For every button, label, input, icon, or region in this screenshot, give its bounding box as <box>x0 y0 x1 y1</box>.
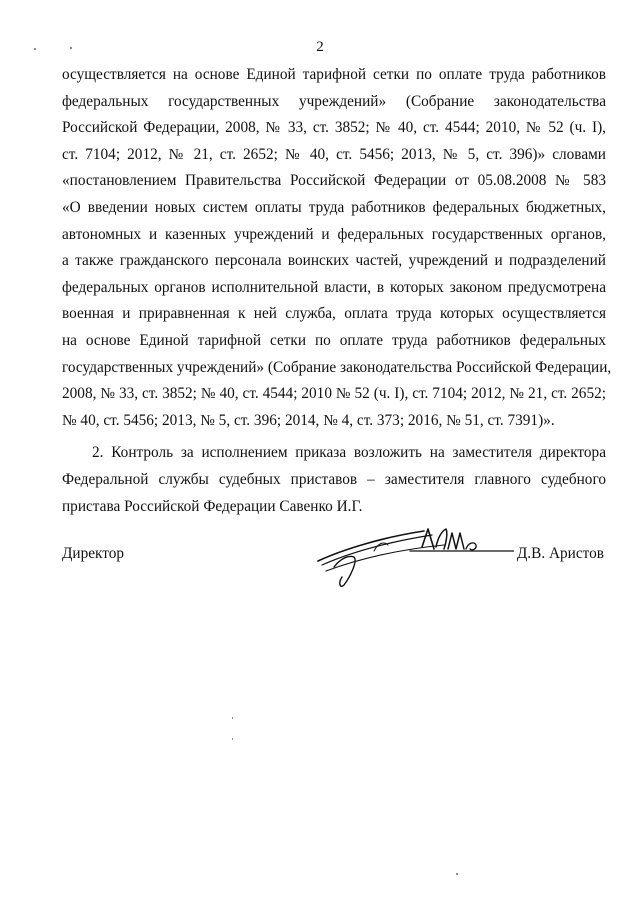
scan-speck <box>70 47 72 49</box>
text-line: «постановлением Правительства Российской Федерации от 05.08.2008 № 583 <box>62 172 606 190</box>
scan-speck <box>34 48 36 50</box>
scan-speck <box>232 717 233 719</box>
text-line: Российской Федерации, 2008, № 33, ст. 3852; № 40, ст. 4544; 2010, № 52 (ч. I), <box>62 119 606 137</box>
text-line: автономных и казенных учреждений и федеральных государственных органов, <box>62 225 606 243</box>
document-body <box>62 62 612 520</box>
handwritten-signature <box>314 521 514 593</box>
scan-speck <box>232 738 233 740</box>
signer-name: Д.В. Аристов <box>516 545 604 562</box>
text-line: «О введении новых систем оплаты труда работников федеральных бюджетных, <box>62 198 606 216</box>
text-line: пристава Российской Федерации Савенко И.Г. <box>62 497 363 515</box>
text-line: военная и приравненная к ней служба, оплата труда которых осуществляется <box>62 305 606 323</box>
paragraph-item-2 <box>62 440 606 520</box>
scan-speck <box>456 873 458 875</box>
text-line: федеральных государственных учреждений» (Собрание законодательства <box>62 92 606 110</box>
text-line: а также гражданского персонала воинских частей, учреждений и подразделений <box>62 252 606 270</box>
text-line: осуществляется на основе Единой тарифной сетки по оплате труда работников <box>62 66 606 83</box>
text-line: федеральных органов исполнительной власти, в которых законом предусмотрена <box>62 278 606 296</box>
text-line: государственных учреждений» (Собрание законодательства Российской Федерации, <box>62 358 612 376</box>
position-title: Директор <box>62 545 125 562</box>
text-line: ст. 7104; 2012, № 21, ст. 2652; № 40, ст. 5456; 2013, № 5, ст. 396)» словами <box>62 145 606 163</box>
text-line: 2008, № 33, ст. 3852; № 40, ст. 4544; 2010 № 52 (ч. I), ст. 7104; 2012, № 21, ст. 2652; <box>62 385 606 403</box>
signature-block <box>62 541 606 601</box>
text-line: № 40, ст. 5456; 2013, № 5, ст. 396; 2014, № 4, ст. 373; 2016, № 51, ст. 7391)». <box>62 411 555 429</box>
page-number: 2 <box>316 39 324 55</box>
paragraph-continuation <box>62 62 612 434</box>
text-line: на основе Единой тарифной сетки по оплате труда работников федеральных <box>62 331 606 349</box>
text-line: Федеральной службы судебных приставов – заместителя главного судебного <box>62 470 606 488</box>
text-line: 2. Контроль за исполнением приказа возложить на заместителя директора <box>92 444 606 462</box>
